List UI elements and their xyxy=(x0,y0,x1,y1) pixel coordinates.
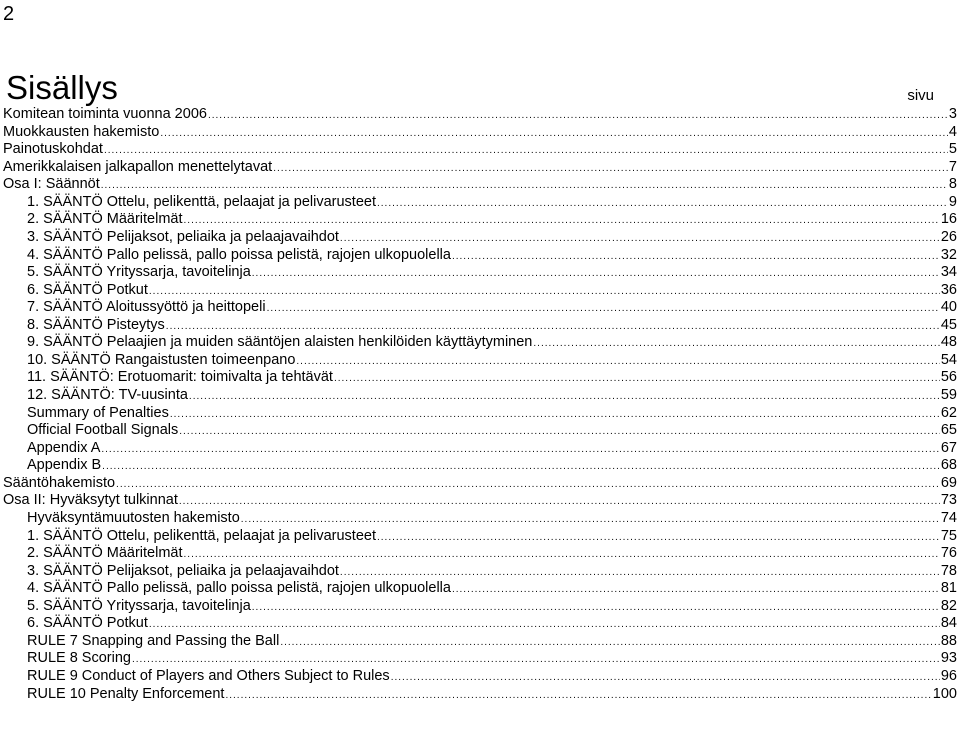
toc-entry[interactable] xyxy=(3,440,957,458)
toc-entry[interactable] xyxy=(3,615,957,633)
toc-entry-page[interactable]: 54 xyxy=(940,351,957,368)
toc-entry-page[interactable]: 40 xyxy=(940,299,957,316)
toc-entry-page[interactable]: 74 xyxy=(940,509,957,526)
toc-entry-page[interactable]: 96 xyxy=(940,668,957,684)
toc-entry-label[interactable]: 1. SÄÄNTÖ Ottelu, pelikenttä, pelaajat ja pelivarusteet xyxy=(27,193,376,210)
toc-entry-label[interactable]: RULE 10 Penalty Enforcement xyxy=(27,685,225,702)
dot-leader xyxy=(149,616,940,634)
toc-entry[interactable] xyxy=(3,159,957,177)
toc-entry-label[interactable]: 9. SÄÄNTÖ Pelaajien ja muiden sääntöjen alaisten henkilöiden käyttäytyminen xyxy=(27,334,533,351)
toc-entry[interactable] xyxy=(3,510,957,528)
toc-entry-page[interactable]: 59 xyxy=(940,387,957,403)
toc-entry-page[interactable]: 48 xyxy=(940,334,957,351)
toc-entry-label[interactable]: 2. SÄÄNTÖ Määritelmät xyxy=(27,545,183,562)
toc-entry-label[interactable]: 3. SÄÄNTÖ Pelijaksot, peliaika ja pelaajavaihdot xyxy=(27,562,339,579)
dot-leader xyxy=(452,581,940,599)
toc-entry-page[interactable]: 75 xyxy=(940,527,957,544)
dot-leader xyxy=(225,687,931,705)
toc-entry[interactable] xyxy=(3,563,957,581)
dot-leader xyxy=(104,142,948,160)
dot-leader xyxy=(273,160,948,178)
toc-entry-page[interactable]: 4 xyxy=(948,123,957,140)
toc-entry-page[interactable]: 68 xyxy=(940,457,957,474)
toc-entry[interactable] xyxy=(3,211,957,229)
toc-entry[interactable] xyxy=(3,124,957,142)
toc-entry-page[interactable]: 62 xyxy=(940,404,957,421)
toc-entry[interactable] xyxy=(3,492,957,510)
page-number: 2 xyxy=(3,3,15,25)
dot-leader xyxy=(340,564,940,582)
dot-leader xyxy=(452,248,940,266)
toc-entry-page[interactable]: 100 xyxy=(932,685,957,702)
toc-entry[interactable] xyxy=(3,247,957,265)
toc-entry-label[interactable]: Appendix B xyxy=(27,457,102,474)
toc-entry[interactable] xyxy=(3,369,957,387)
page-title: Sisällys xyxy=(6,69,118,106)
toc-entry-label[interactable]: 3. SÄÄNTÖ Pelijaksot, peliaika ja pelaajavaihdot xyxy=(27,228,339,245)
dot-leader xyxy=(334,370,940,388)
dot-leader xyxy=(533,335,939,353)
toc-entry-page[interactable]: 69 xyxy=(940,474,957,491)
toc-entry-label[interactable]: Osa II: Hyväksytyt tulkinnat xyxy=(3,492,178,509)
dot-leader xyxy=(280,634,940,652)
toc-entry-page[interactable]: 93 xyxy=(940,650,957,667)
dot-leader xyxy=(208,107,948,125)
dot-leader xyxy=(149,283,940,301)
toc-entry-page[interactable]: 5 xyxy=(948,141,957,158)
toc-entry-label[interactable]: 1. SÄÄNTÖ Ottelu, pelikenttä, pelaajat ja pelivarusteet xyxy=(27,527,376,544)
dot-leader xyxy=(296,353,939,371)
toc-entry-page[interactable]: 3 xyxy=(948,106,957,122)
toc-entry-label[interactable]: Osa I: Säännöt xyxy=(3,176,100,193)
toc-entry-label[interactable]: 2. SÄÄNTÖ Määritelmät xyxy=(27,211,183,228)
toc-entry[interactable] xyxy=(3,457,957,475)
toc-entry-page[interactable]: 26 xyxy=(940,228,957,245)
dot-leader xyxy=(391,669,940,687)
toc-entry-page[interactable]: 32 xyxy=(940,246,957,263)
toc-entry-label[interactable]: Summary of Penalties xyxy=(27,404,169,421)
toc-entry-page[interactable]: 56 xyxy=(940,369,957,386)
toc-entry[interactable] xyxy=(3,475,957,493)
dot-leader xyxy=(184,212,940,230)
dot-leader xyxy=(241,511,940,529)
toc-entry-page[interactable]: 65 xyxy=(940,422,957,439)
toc-entry-label[interactable]: Sääntöhakemisto xyxy=(3,474,116,491)
dot-leader xyxy=(132,651,940,669)
toc-entry-page[interactable]: 73 xyxy=(940,492,957,509)
toc-entry-label[interactable]: Amerikkalaisen jalkapallon menettelytavat xyxy=(3,158,273,175)
dot-leader xyxy=(116,476,940,494)
dot-leader xyxy=(377,529,940,547)
toc-entry-label[interactable]: Komitean toiminta vuonna 2006 xyxy=(3,106,207,122)
toc-entry-label[interactable]: Official Football Signals xyxy=(27,422,179,439)
toc-entry-page[interactable]: 76 xyxy=(940,545,957,562)
toc-entry-label[interactable]: RULE 8 Scoring xyxy=(27,650,131,667)
toc-entry-label[interactable]: 5. SÄÄNTÖ Yrityssarja, tavoitelinja xyxy=(27,264,251,281)
dot-leader xyxy=(184,546,940,564)
toc-entry-label[interactable]: 4. SÄÄNTÖ Pallo pelissä, pallo poissa pelistä, rajojen ulkopuolella xyxy=(27,246,451,263)
dot-leader xyxy=(101,441,939,459)
dot-leader xyxy=(102,458,940,476)
toc-entry-label[interactable]: 12. SÄÄNTÖ: TV-uusinta xyxy=(27,387,188,403)
toc-entry[interactable] xyxy=(3,633,957,651)
dot-leader xyxy=(252,265,940,283)
dot-leader xyxy=(267,300,940,318)
toc-entry-page[interactable]: 36 xyxy=(940,281,957,298)
dot-leader xyxy=(170,406,940,424)
toc-entry-label[interactable]: 5. SÄÄNTÖ Yrityssarja, tavoitelinja xyxy=(27,597,251,614)
dot-leader xyxy=(101,177,948,195)
toc-entry-page[interactable]: 34 xyxy=(940,264,957,281)
toc-entry[interactable] xyxy=(3,106,957,124)
toc-entry-page[interactable]: 81 xyxy=(940,580,957,597)
toc-entry-page[interactable]: 84 xyxy=(940,615,957,632)
toc-entry[interactable] xyxy=(3,194,957,212)
dot-leader xyxy=(340,230,940,248)
dot-leader xyxy=(166,318,940,336)
toc-entry-label[interactable]: 7. SÄÄNTÖ Aloitussyöttö ja heittopeli xyxy=(27,299,266,316)
toc-entry-label[interactable]: 4. SÄÄNTÖ Pallo pelissä, pallo poissa pelistä, rajojen ulkopuolella xyxy=(27,580,451,597)
toc-entry-label[interactable]: Hyväksyntämuutosten hakemisto xyxy=(27,509,240,526)
toc-entry-label[interactable]: 6. SÄÄNTÖ Potkut xyxy=(27,281,148,298)
dot-leader xyxy=(189,388,940,406)
toc-entry-label[interactable]: Muokkausten hakemisto xyxy=(3,123,160,140)
toc-entry[interactable] xyxy=(3,528,957,546)
dot-leader xyxy=(179,423,940,441)
toc-entry-page[interactable]: 7 xyxy=(948,158,957,175)
toc-entry[interactable] xyxy=(3,141,957,159)
toc-entry[interactable] xyxy=(3,686,957,704)
dot-leader xyxy=(252,599,940,617)
toc-entry-label[interactable]: 10. SÄÄNTÖ Rangaistusten toimeenpano xyxy=(27,351,296,368)
toc-entry-page[interactable]: 45 xyxy=(940,316,957,333)
toc-entry[interactable] xyxy=(3,317,957,335)
toc-entry-page[interactable]: 8 xyxy=(948,176,957,193)
page-column-label: sivu xyxy=(907,87,934,104)
toc-entry-label[interactable]: 11. SÄÄNTÖ: Erotuomarit: toimivalta ja tehtävät xyxy=(27,369,333,386)
toc-entry[interactable] xyxy=(3,176,957,194)
toc-entry-label[interactable]: RULE 7 Snapping and Passing the Ball xyxy=(27,632,280,649)
toc-entry-page[interactable]: 78 xyxy=(940,562,957,579)
toc-entry-label[interactable]: RULE 9 Conduct of Players and Others Subject to Rules xyxy=(27,668,390,684)
toc-entry[interactable] xyxy=(3,405,957,423)
toc-entry-page[interactable]: 88 xyxy=(940,632,957,649)
toc-entry[interactable] xyxy=(3,334,957,352)
toc-entry[interactable] xyxy=(3,598,957,616)
toc-entry-page[interactable]: 9 xyxy=(948,193,957,210)
toc-entry-page[interactable]: 67 xyxy=(940,439,957,456)
toc-entry[interactable] xyxy=(3,650,957,668)
toc-entry[interactable] xyxy=(3,229,957,247)
toc-entry[interactable] xyxy=(3,264,957,282)
toc-entry[interactable] xyxy=(3,545,957,563)
toc-entry[interactable] xyxy=(3,282,957,300)
toc-entry-page[interactable]: 82 xyxy=(940,597,957,614)
toc-entry[interactable] xyxy=(3,352,957,370)
toc-entry-label[interactable]: Appendix A xyxy=(27,439,101,456)
toc-entry-label[interactable]: 6. SÄÄNTÖ Potkut xyxy=(27,615,148,632)
dot-leader xyxy=(377,195,948,213)
toc-entry-label[interactable]: Painotuskohdat xyxy=(3,141,103,158)
toc-entry-label[interactable]: 8. SÄÄNTÖ Pisteytys xyxy=(27,316,165,333)
toc-entry-page[interactable]: 16 xyxy=(940,211,957,228)
toc-entry[interactable] xyxy=(3,422,957,440)
dot-leader xyxy=(179,493,940,511)
toc-entry[interactable] xyxy=(3,668,957,686)
table-of-contents xyxy=(3,106,957,703)
toc-entry[interactable] xyxy=(3,299,957,317)
dot-leader xyxy=(160,125,948,143)
toc-entry[interactable] xyxy=(3,387,957,405)
toc-entry[interactable] xyxy=(3,580,957,598)
